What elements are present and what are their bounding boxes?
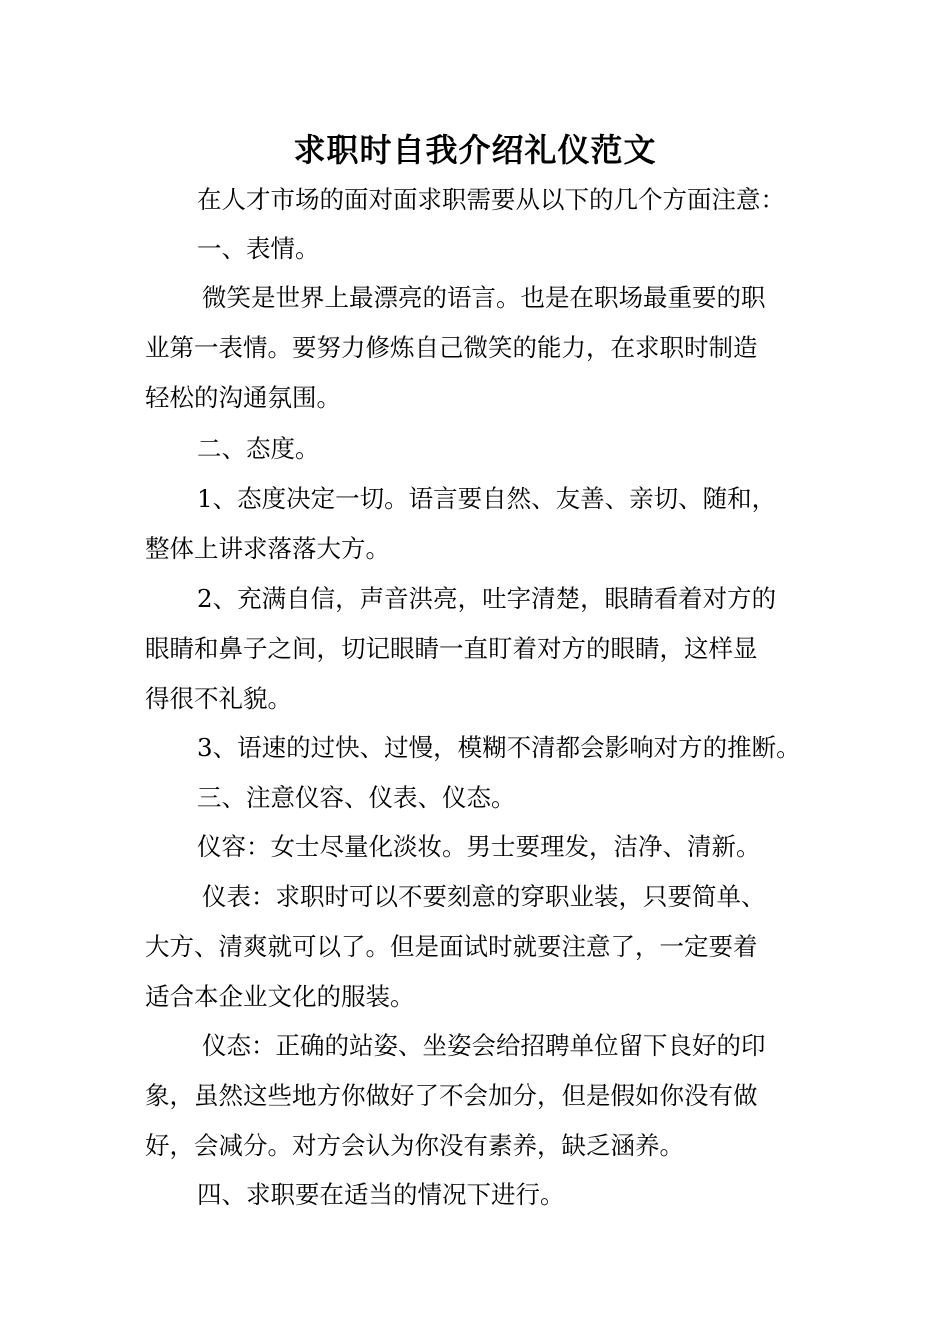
paragraph-intro (145, 175, 810, 225)
paragraph-smile (145, 273, 810, 423)
document-title: 求职时自我介绍礼仪范文 (293, 131, 657, 169)
paragraph-line: 整体上讲求落落大方。 (145, 534, 390, 563)
paragraph-line: 三、注意仪容、仪表、仪态。 (197, 783, 516, 812)
paragraph-attitude-3 (145, 723, 810, 773)
heading-expression (145, 224, 810, 274)
paragraph-line: 象，虽然这些地方你做好了不会加分，但是假如你没有做 (145, 1081, 758, 1110)
paragraph-line: 仪态：正确的站姿、坐姿会给招聘单位留下良好的印 (202, 1031, 766, 1060)
paragraph-line: 1、态度决定一切。语言要自然、友善、亲切、随和， (197, 484, 777, 513)
paragraph-line: 二、态度。 (197, 434, 320, 463)
paragraph-attitude-1 (145, 474, 810, 574)
paragraph-line: 2、充满自信，声音洪亮，吐字清楚，眼睛看着对方的 (197, 584, 777, 613)
paragraph-line: 眼睛和鼻子之间，切记眼睛一直盯着对方的眼睛，这样显 (145, 634, 758, 663)
paragraph-line: 业第一表情。要努力修炼自己微笑的能力，在求职时制造 (145, 333, 758, 362)
paragraph-line: 得很不礼貌。 (145, 684, 292, 713)
heading-appearance (145, 773, 810, 823)
paragraph-line: 轻松的沟通氛围。 (145, 383, 341, 412)
paragraph-attitude-2 (145, 574, 810, 724)
paragraph-grooming (145, 822, 810, 872)
paragraph-posture (145, 1021, 810, 1171)
paragraph-line: 适合本企业文化的服装。 (145, 982, 415, 1011)
paragraph-attire (145, 872, 810, 1022)
paragraph-line: 四、求职要在适当的情况下进行。 (197, 1180, 565, 1209)
paragraph-line: 仪容：女士尽量化淡妆。男士要理发，洁净、清新。 (197, 832, 761, 861)
paragraph-line: 仪表：求职时可以不要刻意的穿职业装，只要简单、 (202, 882, 766, 911)
heading-timing (145, 1170, 810, 1220)
paragraph-line: 3、语速的过快、过慢，模糊不清都会影响对方的推断。 (197, 733, 801, 762)
paragraph-line: 好，会减分。对方会认为你没有素养，缺乏涵养。 (145, 1131, 684, 1160)
paragraph-line: 微笑是世界上最漂亮的语言。也是在职场最重要的职 (202, 283, 766, 312)
paragraph-line: 在人才市场的面对面求职需要从以下的几个方面注意： (197, 185, 785, 214)
paragraph-line: 大方、清爽就可以了。但是面试时就要注意了，一定要着 (145, 932, 758, 961)
paragraph-line: 一、表情。 (197, 234, 320, 263)
heading-attitude (145, 424, 810, 474)
